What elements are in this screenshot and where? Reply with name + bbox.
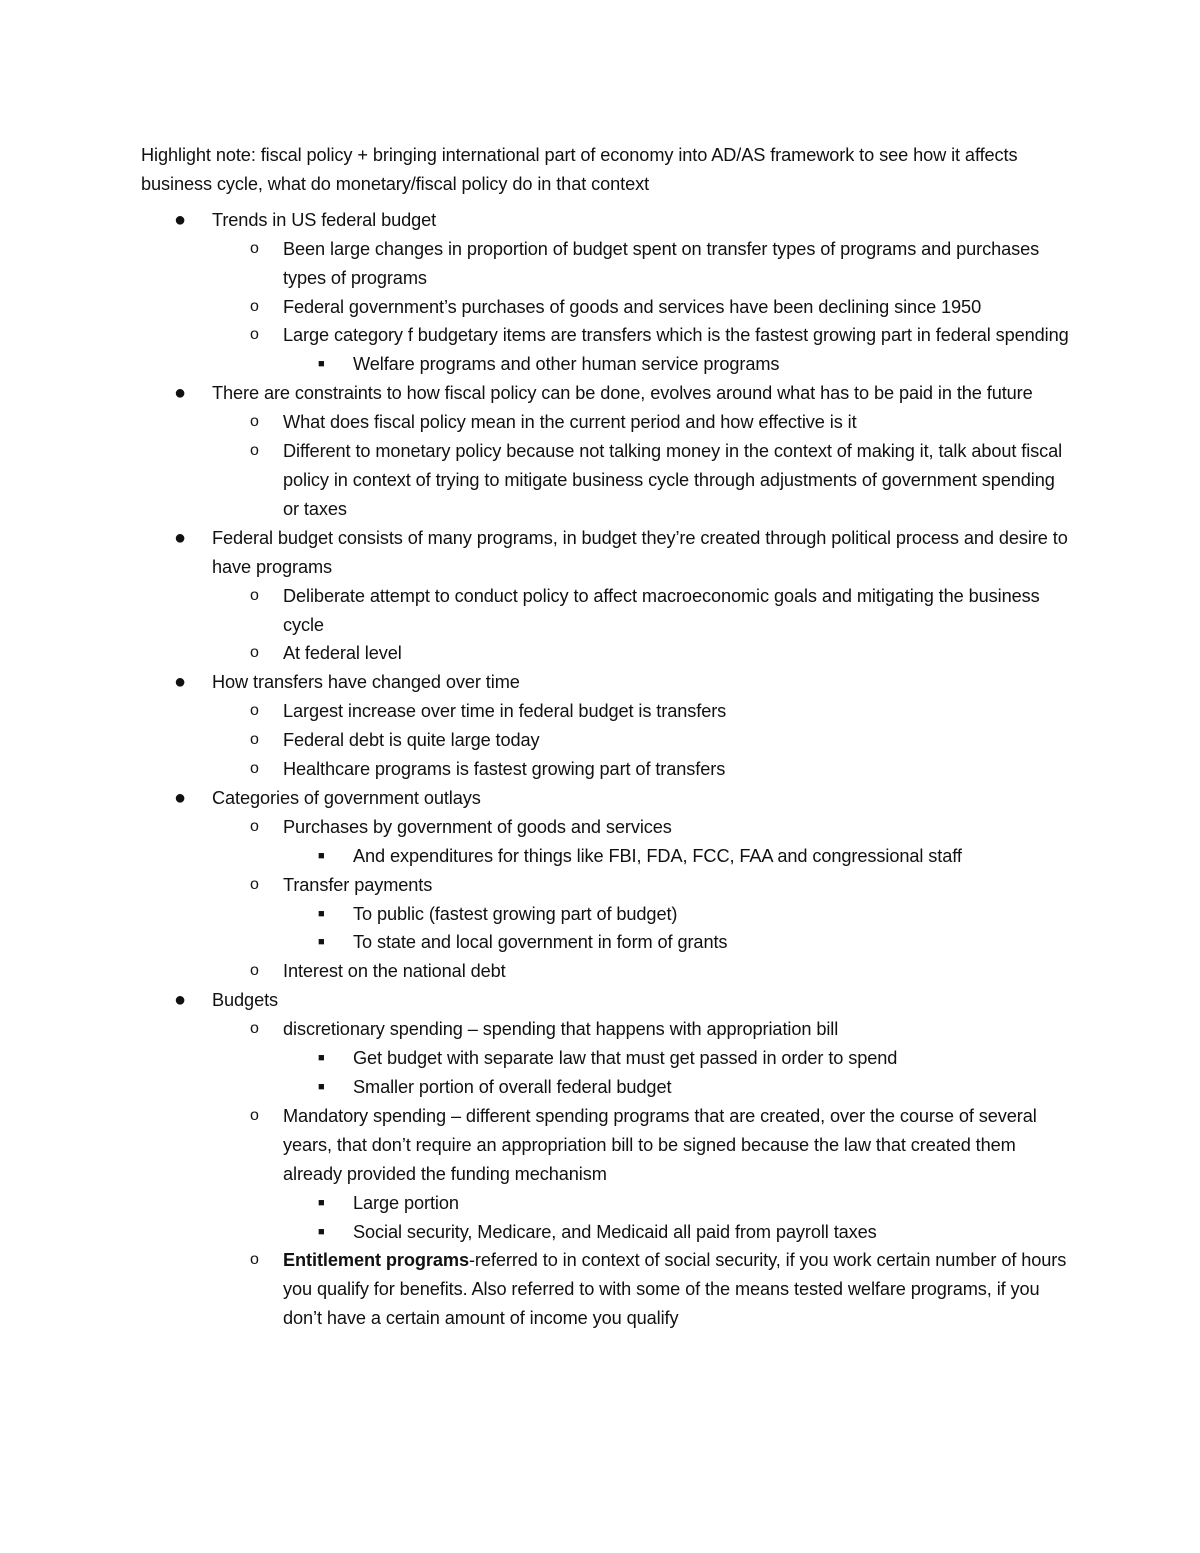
list-item-level-1 xyxy=(141,379,1071,408)
list-item-level-2 xyxy=(141,235,1071,293)
bold-term: Entitlement programs xyxy=(283,1250,469,1271)
bullet-circle-icon: o xyxy=(250,239,259,257)
bullet-square-icon: ■ xyxy=(318,358,325,371)
list-item-text: And expenditures for things like FBI, FDA, FCC, FAA and congressional staff xyxy=(353,845,962,866)
list-item-level-1 xyxy=(141,986,1071,1015)
list-item-level-3 xyxy=(141,842,1071,871)
list-item-level-3 xyxy=(141,1073,1071,1102)
bullet-circle-icon: o xyxy=(250,731,259,749)
bullet-circle-icon: o xyxy=(250,326,259,344)
list-item-text: -referred to in context of social security, if you work certain number of hours you qualify for benefits. Also referred to with some of the means tested welfare programs, if you don’t have a certain amount of income you qualify xyxy=(283,1250,1067,1329)
bullet-circle-icon: o xyxy=(250,817,259,835)
list-item-level-2 xyxy=(141,408,1071,437)
list-item-level-2 xyxy=(141,321,1071,350)
bullet-square-icon: ■ xyxy=(318,1081,325,1093)
list-item-level-2 xyxy=(141,1102,1071,1189)
list-item-text: Largest increase over time in federal budget is transfers xyxy=(283,701,727,722)
bullet-dot-icon: ● xyxy=(174,208,186,231)
list-item-level-2 xyxy=(141,726,1071,755)
list-item-text: Budgets xyxy=(212,990,279,1011)
list-item-text: discretionary spending – spending that happens with appropriation bill xyxy=(283,1019,839,1040)
list-item-level-2 xyxy=(141,755,1071,784)
list-item-text: Been large changes in proportion of budget spent on transfer types of programs and purchases types of programs xyxy=(283,238,1040,288)
list-item-text: Purchases by government of goods and services xyxy=(283,816,672,837)
bullet-dot-icon: ● xyxy=(174,989,186,1012)
list-item-level-1 xyxy=(141,524,1071,582)
bullet-square-icon: ■ xyxy=(318,1225,325,1238)
bullet-circle-icon: o xyxy=(250,760,259,778)
bullet-square-icon: ■ xyxy=(318,849,325,862)
list-item-text: Get budget with separate law that must get passed in order to spend xyxy=(353,1048,898,1069)
list-item-level-2 xyxy=(141,437,1071,524)
list-item-text: There are constraints to how fiscal policy can be done, evolves around what has to be paid in the future xyxy=(212,383,1033,404)
bullet-dot-icon: ● xyxy=(174,671,186,694)
bullet-circle-icon: o xyxy=(250,442,259,460)
document-body xyxy=(141,141,1071,1333)
list-item-level-2 xyxy=(141,293,1071,322)
list-item-level-3 xyxy=(141,900,1071,929)
bullet-circle-icon: o xyxy=(250,297,259,315)
list-item-level-2 xyxy=(141,957,1071,986)
bullet-square-icon: ■ xyxy=(318,936,325,949)
list-item-level-3 xyxy=(141,928,1071,957)
list-item-text: Trends in US federal budget xyxy=(212,209,437,230)
list-item-level-3 xyxy=(141,1189,1071,1218)
bullet-circle-icon: o xyxy=(250,413,259,431)
list-item-text: Categories of government outlays xyxy=(212,787,481,808)
bullet-circle-icon: o xyxy=(250,702,259,720)
list-item-level-2 xyxy=(141,813,1071,842)
list-item-level-1 xyxy=(141,668,1071,697)
bullet-circle-icon: o xyxy=(250,644,259,662)
bullet-square-icon: ■ xyxy=(318,1052,325,1065)
list-item-level-2 xyxy=(141,582,1071,640)
bullet-circle-icon: o xyxy=(250,1251,259,1269)
bullet-square-icon: ■ xyxy=(318,907,325,920)
bullet-circle-icon: o xyxy=(250,1106,259,1124)
list-item-text: Transfer payments xyxy=(283,874,433,895)
bullet-circle-icon: o xyxy=(250,875,259,893)
list-item-level-3 xyxy=(141,1044,1071,1073)
bullet-dot-icon: ● xyxy=(174,382,186,405)
list-item-text: Different to monetary policy because not talking money in the context of making it, talk about fiscal policy in context of trying to mitigate business cycle through adjustments of government spending or taxes xyxy=(283,441,1063,519)
list-item-text: At federal level xyxy=(283,643,402,664)
list-item-level-2 xyxy=(141,697,1071,726)
list-item-text: Healthcare programs is fastest growing part of transfers xyxy=(283,759,726,780)
list-item-text: Smaller portion of overall federal budget xyxy=(353,1077,672,1097)
list-item-level-2 xyxy=(141,639,1071,668)
bullet-dot-icon: ● xyxy=(174,786,186,809)
list-item-level-2 xyxy=(141,1015,1071,1044)
list-item-text: Mandatory spending – different spending programs that are created, over the course of several years, that don’t require an appropriation bill to be signed because the law that created them already provided the funding mechanism xyxy=(283,1105,1037,1184)
list-item-level-1 xyxy=(141,206,1071,235)
list-item-text: To state and local government in form of grants xyxy=(353,932,728,953)
list-item-text: Large portion xyxy=(353,1192,459,1213)
list-item-level-2 xyxy=(141,871,1071,900)
list-item-text: Welfare programs and other human service programs xyxy=(353,354,780,375)
list-item-text: Federal government’s purchases of goods and services have been declining since 1950 xyxy=(283,296,982,317)
list-item-text: Federal debt is quite large today xyxy=(283,730,540,751)
highlight-note: Highlight note: fiscal policy + bringing international part of economy into AD/AS framework to see how it affects business cycle, what do monetary/fiscal policy do in that context xyxy=(141,145,1018,194)
list-item-text: Federal budget consists of many programs, in budget they’re created through political process and desire to have programs xyxy=(212,527,1068,577)
list-item-level-1 xyxy=(141,784,1071,813)
bullet-circle-icon: o xyxy=(250,962,259,980)
bullet-circle-icon: o xyxy=(250,1020,259,1038)
list-item-level-2 xyxy=(141,1246,1071,1333)
list-item-text: What does fiscal policy mean in the current period and how effective is it xyxy=(283,412,857,433)
list-item-level-3 xyxy=(141,1218,1071,1247)
bullet-circle-icon: o xyxy=(250,586,259,604)
list-item-text: Social security, Medicare, and Medicaid all paid from payroll taxes xyxy=(353,1221,877,1242)
list-item-level-3 xyxy=(141,350,1071,379)
bullet-dot-icon: ● xyxy=(174,526,186,549)
list-item-text: How transfers have changed over time xyxy=(212,672,520,693)
list-item-text: Deliberate attempt to conduct policy to affect macroeconomic goals and mitigating the business cycle xyxy=(283,585,1040,635)
list-item-text: To public (fastest growing part of budget) xyxy=(353,903,678,924)
notes-list xyxy=(141,206,1071,1333)
list-item-text: Large category f budgetary items are transfers which is the fastest growing part in federal spending xyxy=(283,325,1069,346)
bullet-square-icon: ■ xyxy=(318,1196,325,1209)
list-item-text: Interest on the national debt xyxy=(283,961,506,982)
